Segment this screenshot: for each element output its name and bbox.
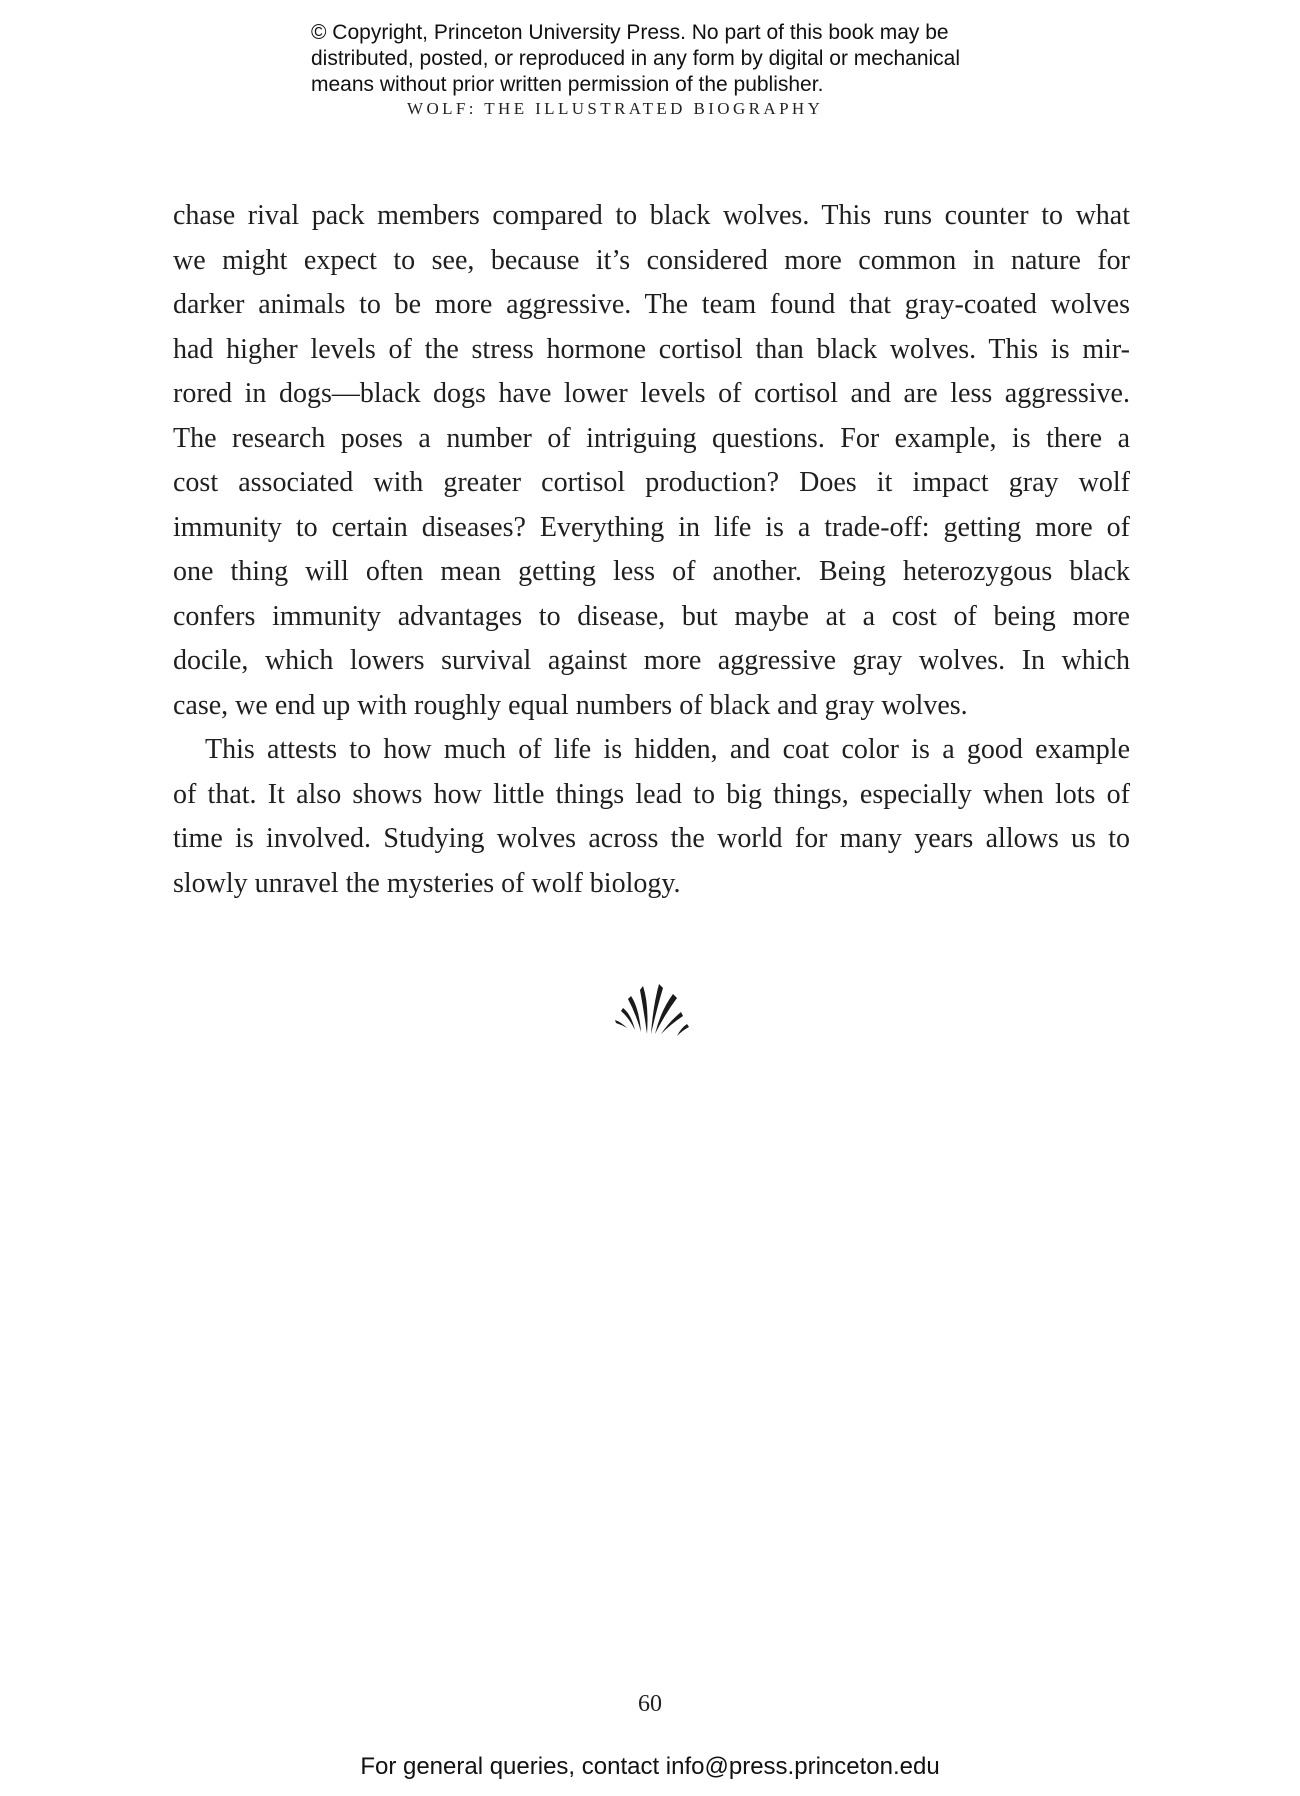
grass-tuft-icon [613,982,689,1038]
footer-contact: For general queries, contact info@press.princeton.edu [360,1753,940,1780]
text-line: The research poses a number of intriguing questions. For example, is there a [173,422,1130,454]
text-line: case, we end up with roughly equal numbers of black and gray wolves. [173,689,968,721]
text-line: docile, which lowers survival against more aggressive gray wolves. In which [173,645,1130,676]
body-text [173,194,1130,906]
text-line: had higher levels of the stress hormone cortisol than black wolves. This is mir- [173,333,1130,365]
copyright-notice [311,20,1071,98]
text-line: slowly unravel the mysteries of wolf biology. [173,867,681,899]
page-number: 60 [638,1691,662,1717]
text-line: of that. It also shows how little things lead to big things, especially when lots of [173,778,1130,810]
text-line: confers immunity advantages to disease, but maybe at a cost of being more [173,600,1130,632]
text-line: immunity to certain diseases? Everything in life is a trade-off: getting more of [173,511,1130,543]
text-line: time is involved. Studying wolves across the world for many years allows us to [173,823,1130,854]
text-line: rored in dogs—black dogs have lower levels of cortisol and are less aggressive. [173,378,1130,409]
text-line: cost associated with greater cortisol production? Does it impact gray wolf [173,467,1130,498]
paragraph-2 [173,728,1130,906]
text-line: we might expect to see, because it’s considered more common in nature for [173,244,1130,276]
text-line: darker animals to be more aggressive. The team found that gray-coated wolves [173,289,1130,320]
copyright-line: means without prior written permission of the publisher. [311,73,824,96]
running-head: WOLF: THE ILLUSTRATED BIOGRAPHY [407,99,824,118]
text-line: one thing will often mean getting less of another. Being heterozygous black [173,556,1130,587]
copyright-line: © Copyright, Princeton University Press. No part of this book may be [311,21,949,44]
paragraph-1 [173,194,1130,728]
text-line: chase rival pack members compared to black wolves. This runs counter to what [173,200,1130,231]
copyright-line: distributed, posted, or reproduced in any form by digital or mechanical [311,47,961,70]
text-line: This attests to how much of life is hidden, and coat color is a good example [205,734,1130,765]
